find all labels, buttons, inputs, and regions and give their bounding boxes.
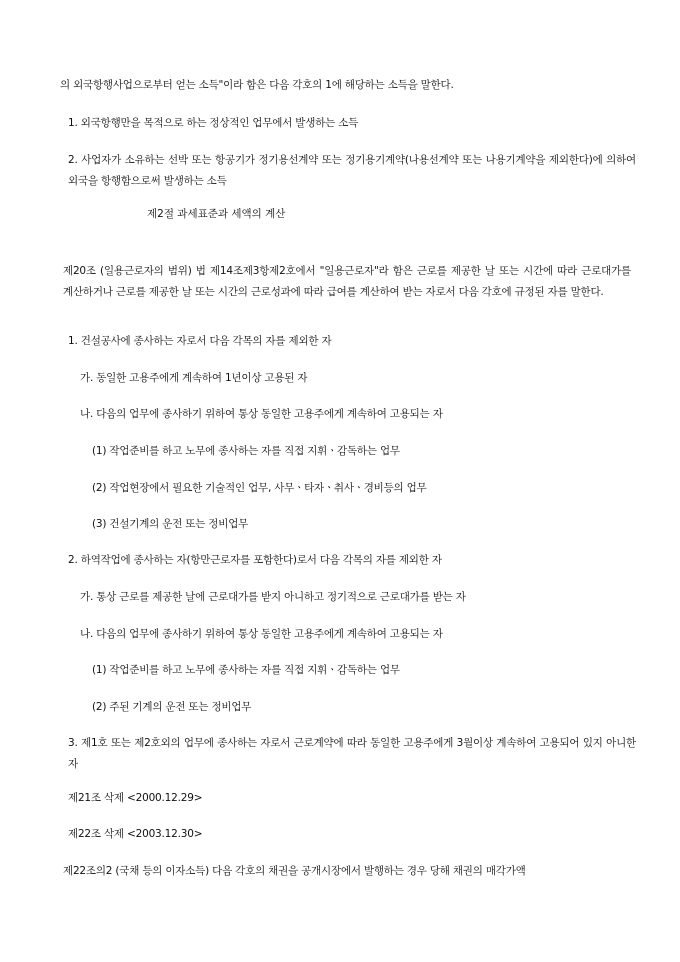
article-20-item-3: 3. 제1호 또는 제2호외의 업무에 종사하는 자로서 근로계약에 따라 동일한 고용주에게 3월이상 계속하여 고용되어 있지 아니한 자	[68, 737, 636, 770]
list-item-2: 2. 사업자가 소유하는 선박 또는 항공기가 정기용선계약 또는 정기용기계약(나용선계약 또는 나용기계약을 제외한다)에 의하여 외국을 항행함으로써 발생하는 소득	[68, 154, 636, 187]
item-2-na-1: (1) 작업준비를 하고 노무에 종사하는 자를 직접 지휘ㆍ감독하는 업무	[92, 664, 400, 676]
article-20-item-1: 1. 건설공사에 종사하는 자로서 다음 각목의 자를 제외한 자	[68, 335, 332, 347]
item-1-sub-na: 나. 다음의 업무에 종사하기 위하여 통상 동일한 고용주에게 계속하여 고용되는 자	[80, 408, 443, 420]
article-21: 제21조 삭제 <2000.12.29>	[68, 792, 203, 804]
article-22: 제22조 삭제 <2003.12.30>	[68, 828, 203, 840]
item-2-sub-na: 나. 다음의 업무에 종사하기 위하여 통상 동일한 고용주에게 계속하여 고용되는 자	[80, 628, 443, 640]
item-2-sub-ga: 가. 통상 근로를 제공한 날에 근로대가를 받지 아니하고 정기적으로 근로대가를 받는 자	[80, 591, 466, 603]
article-22-2: 제22조의2 (국채 등의 이자소득) 다음 각호의 채권을 공개시장에서 발행하는 경우 당해 채권의 매각가액	[63, 865, 526, 877]
item-2-na-2: (2) 주된 기계의 운전 또는 정비업무	[92, 701, 252, 713]
section-heading: 제2절 과세표준과 세액의 계산	[147, 208, 286, 220]
article-20: 제20조 (일용근로자의 범위) 법 제14조제3항제2호에서 "일용근로자"라 함은 근로를 제공한 날 또는 시간에 따라 근로대가를 계산하거나 근로를 제공한 날 또는 시간의 근로성과에 따라 급여를 계산하여 받는 자로서 다음 각호에 규정된 자를 말한다.	[63, 265, 631, 298]
item-1-sub-ga: 가. 동일한 고용주에게 계속하여 1년이상 고용된 자	[80, 372, 308, 384]
paragraph-continuation: 의 외국항행사업으로부터 얻는 소득"이라 함은 다음 각호의 1에 해당하는 소득을 말한다.	[60, 79, 454, 91]
item-1-na-3: (3) 건설기계의 운전 또는 정비업무	[92, 518, 249, 530]
item-1-na-1: (1) 작업준비를 하고 노무에 종사하는 자를 직접 지휘ㆍ감독하는 업무	[92, 445, 400, 457]
list-item-1: 1. 외국항행만을 목적으로 하는 정상적인 업무에서 발생하는 소득	[68, 117, 359, 129]
item-1-na-2: (2) 작업현장에서 필요한 기술적인 업무, 사무ㆍ타자ㆍ취사ㆍ경비등의 업무	[92, 482, 427, 494]
article-20-item-2: 2. 하역작업에 종사하는 자(항만근로자를 포함한다)로서 다음 각목의 자를 제외한 자	[68, 554, 442, 566]
